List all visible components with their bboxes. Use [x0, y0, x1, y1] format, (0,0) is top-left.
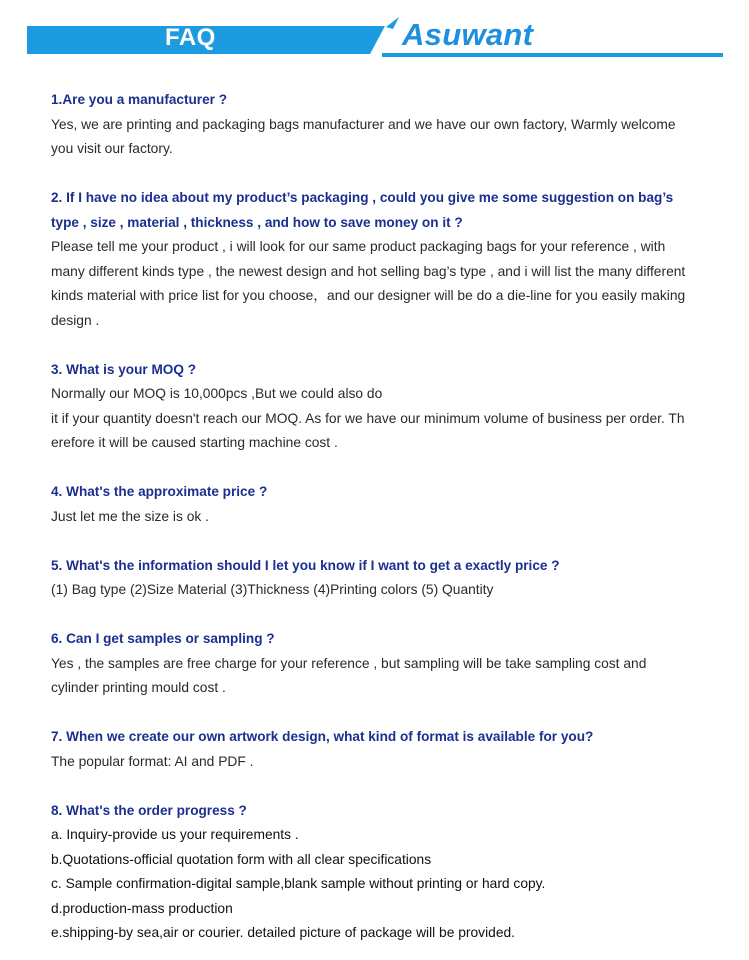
- faq-answer-line: Normally our MOQ is 10,000pcs ,But we could also do: [51, 386, 383, 401]
- faq-question: 4. What's the approximate price ?: [51, 484, 268, 499]
- faq-answer-line: Yes, we are printing and packaging bags manufacturer and we have our own factory, Warmly welcome: [51, 116, 676, 132]
- faq-item-2: [51, 186, 731, 333]
- banner-shape: [0, 0, 749, 64]
- faq-item-7: [51, 725, 731, 774]
- brand-logo-text: Asuwant: [402, 17, 534, 52]
- faq-question: 1.Are you a manufacturer ?: [51, 92, 228, 107]
- header-banner: [0, 0, 749, 64]
- faq-answer-line: design .: [51, 312, 100, 328]
- faq-answer-line: b.Quotations-official quotation form with all clear specifications: [51, 851, 432, 867]
- faq-answer-line: c. Sample confirmation-digital sample,blank sample without printing or hard copy.: [51, 876, 546, 891]
- faq-answer-line: cylinder printing mould cost .: [51, 680, 226, 695]
- faq-question: type , size , material , thickness , and how to save money on it ?: [51, 214, 463, 230]
- faq-item-4: [51, 480, 731, 529]
- faq-question: 2. If I have no idea about my product’s packaging , could you give me some suggestion on bag’s: [51, 190, 674, 205]
- faq-answer-line: (1) Bag type (2)Size Material (3)Thickness (4)Printing colors (5) Quantity: [51, 582, 494, 597]
- faq-answer-line: a. Inquiry-provide us your requirements .: [51, 827, 299, 842]
- faq-answer-line: Just let me the size is ok .: [51, 508, 209, 524]
- faq-answer-line: Yes , the samples are free charge for your reference , but sampling will be take sampling cost and: [51, 655, 647, 671]
- faq-item-1: [51, 88, 731, 162]
- faq-question: 7. When we create our own artwork design, what kind of format is available for you?: [51, 729, 594, 744]
- page-title: FAQ: [165, 24, 216, 51]
- faq-item-6: [51, 627, 731, 701]
- faq-answer-line: Please tell me your product , i will look for our same product packaging bags for your reference , with: [51, 239, 666, 254]
- faq-answer-line: e.shipping-by sea,air or courier. detailed picture of package will be provided.: [51, 925, 515, 940]
- faq-answer-line: you visit our factory.: [51, 141, 173, 156]
- faq-question: 3. What is your MOQ ?: [51, 361, 197, 377]
- faq-question: 6. Can I get samples or sampling ?: [51, 631, 275, 646]
- faq-answer-line: it if your quantity doesn't reach our MOQ. As for we have our minimum volume of business per order. Th: [51, 410, 685, 426]
- faq-item-8: [51, 799, 731, 946]
- faq-answer-line: The popular format: AI and PDF .: [51, 753, 254, 769]
- faq-answer-line: many different kinds type , the newest design and hot selling bag’s type , and i will list the many different: [51, 263, 686, 279]
- faq-list: [51, 88, 731, 946]
- faq-question: 5. What's the information should I let you know if I want to get a exactly price ?: [51, 557, 560, 573]
- faq-answer-line: d.production-mass production: [51, 900, 233, 916]
- faq-question: 8. What's the order progress ?: [51, 802, 247, 818]
- faq-answer-line: erefore it will be caused starting machine cost .: [51, 435, 338, 450]
- faq-item-5: [51, 554, 731, 603]
- faq-answer-line: kinds material with price list for you choose，and our designer will be do a die-line for you easily making: [51, 288, 686, 303]
- faq-item-3: [51, 358, 731, 456]
